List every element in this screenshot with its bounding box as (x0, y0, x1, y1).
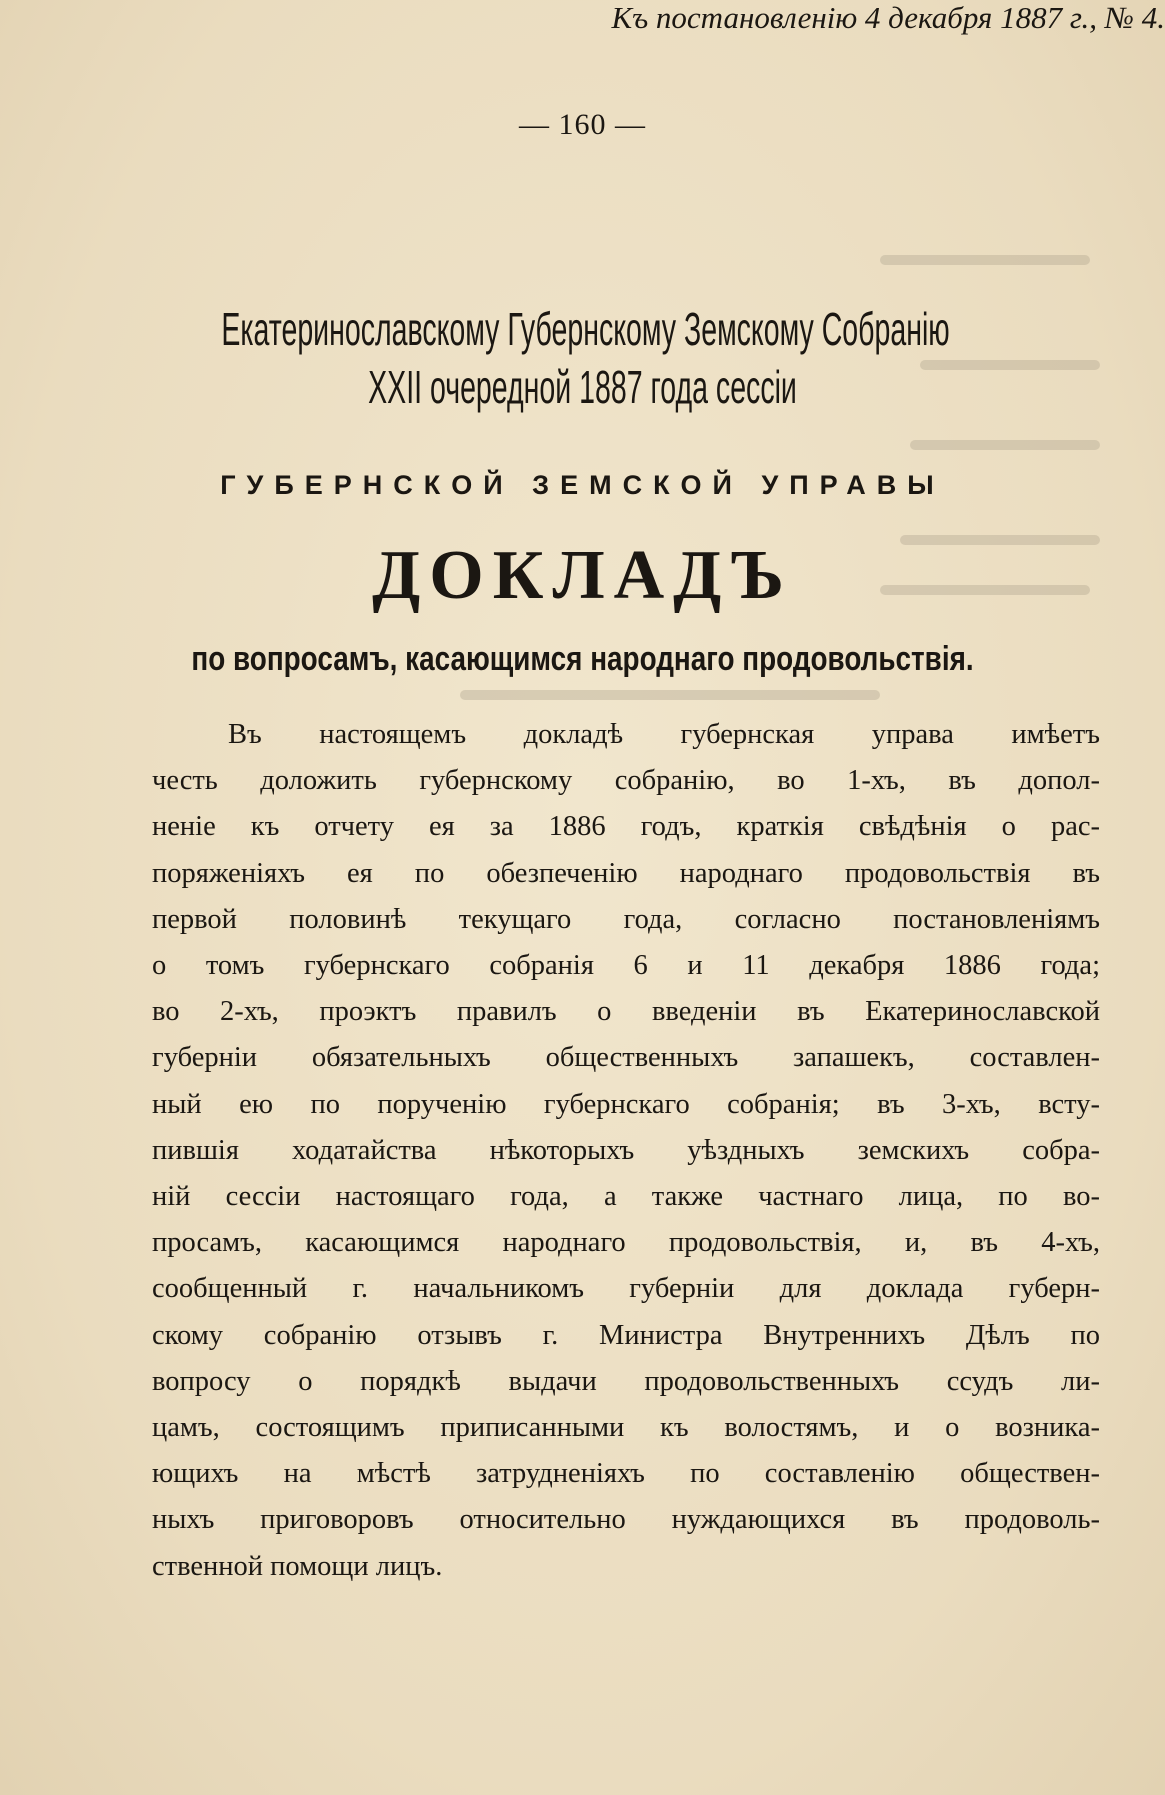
addressee-heading (221, 300, 950, 416)
body-line: вопросу о порядкѣ выдачи продовольственныхъ ссудъ ли- (152, 1365, 1100, 1397)
body-line: первой половинѣ текущаго года, согласно постановленіямъ (152, 903, 1100, 935)
body-line: неніе къ отчету ея за 1886 годъ, краткія свѣдѣнія о рас- (152, 811, 1100, 843)
body-line: ный ею по порученію губернскаго собранія; въ 3-хъ, всту- (152, 1088, 1100, 1120)
body-line: поряженіяхъ ея по обезпеченію народнаго продовольствія въ (152, 857, 1100, 889)
body-line: во 2-хъ, проэктъ правилъ о введеніи въ Екатеринославской (152, 996, 1100, 1028)
body-line: ющихъ на мѣстѣ затрудненіяхъ по составленію обществен- (152, 1458, 1100, 1490)
addressee-line: XXII очередной 1887 года сессіи (368, 361, 797, 413)
addressee-line: Екатеринославскому Губернскому Земскому Собранію (221, 303, 950, 355)
report-subject: по вопросамъ, касающимся народнаго продовольствія. (191, 640, 974, 678)
body-line: ній сессіи настоящаго года, а также частнаго лица, по во- (152, 1181, 1100, 1213)
body-line: губерніи обязательныхъ общественныхъ запашекъ, составлен- (152, 1042, 1100, 1074)
document-type-title: ДОКЛАДЪ (372, 537, 793, 614)
report-body (152, 712, 1100, 1590)
issuer-heading: ГУБЕРНСКОЙ ЗЕМСКОЙ УПРАВЫ (220, 470, 945, 500)
body-line: ныхъ приговоровъ относительно нуждающихся въ продоволь- (152, 1504, 1100, 1536)
body-line: честь доложить губернскому собранію, во 1-хъ, въ допол- (152, 765, 1100, 797)
resolution-reference: Къ постановленію 4 декабря 1887 г., № 4. (611, 0, 1165, 35)
body-line: о томъ губернскаго собранія 6 и 11 декабря 1886 года; (152, 950, 1100, 982)
body-line: цамъ, состоящимъ приписанными къ волостямъ, и о возника- (152, 1412, 1100, 1444)
body-line: ственной помощи лицъ. (152, 1550, 443, 1582)
page-number: — 160 — (519, 108, 646, 141)
body-line: Въ настоящемъ докладѣ губернская управа имѣетъ (228, 719, 1100, 750)
body-line: скому собранію отзывъ г. Министра Внутреннихъ Дѣлъ по (152, 1319, 1100, 1351)
body-line: сообщенный г. начальникомъ губерніи для доклада губерн- (152, 1273, 1100, 1305)
body-line: просамъ, касающимся народнаго продовольствія, и, въ 4-хъ, (152, 1227, 1100, 1259)
body-line: пившія ходатайства нѣкоторыхъ уѣздныхъ земскихъ собра- (152, 1134, 1100, 1166)
